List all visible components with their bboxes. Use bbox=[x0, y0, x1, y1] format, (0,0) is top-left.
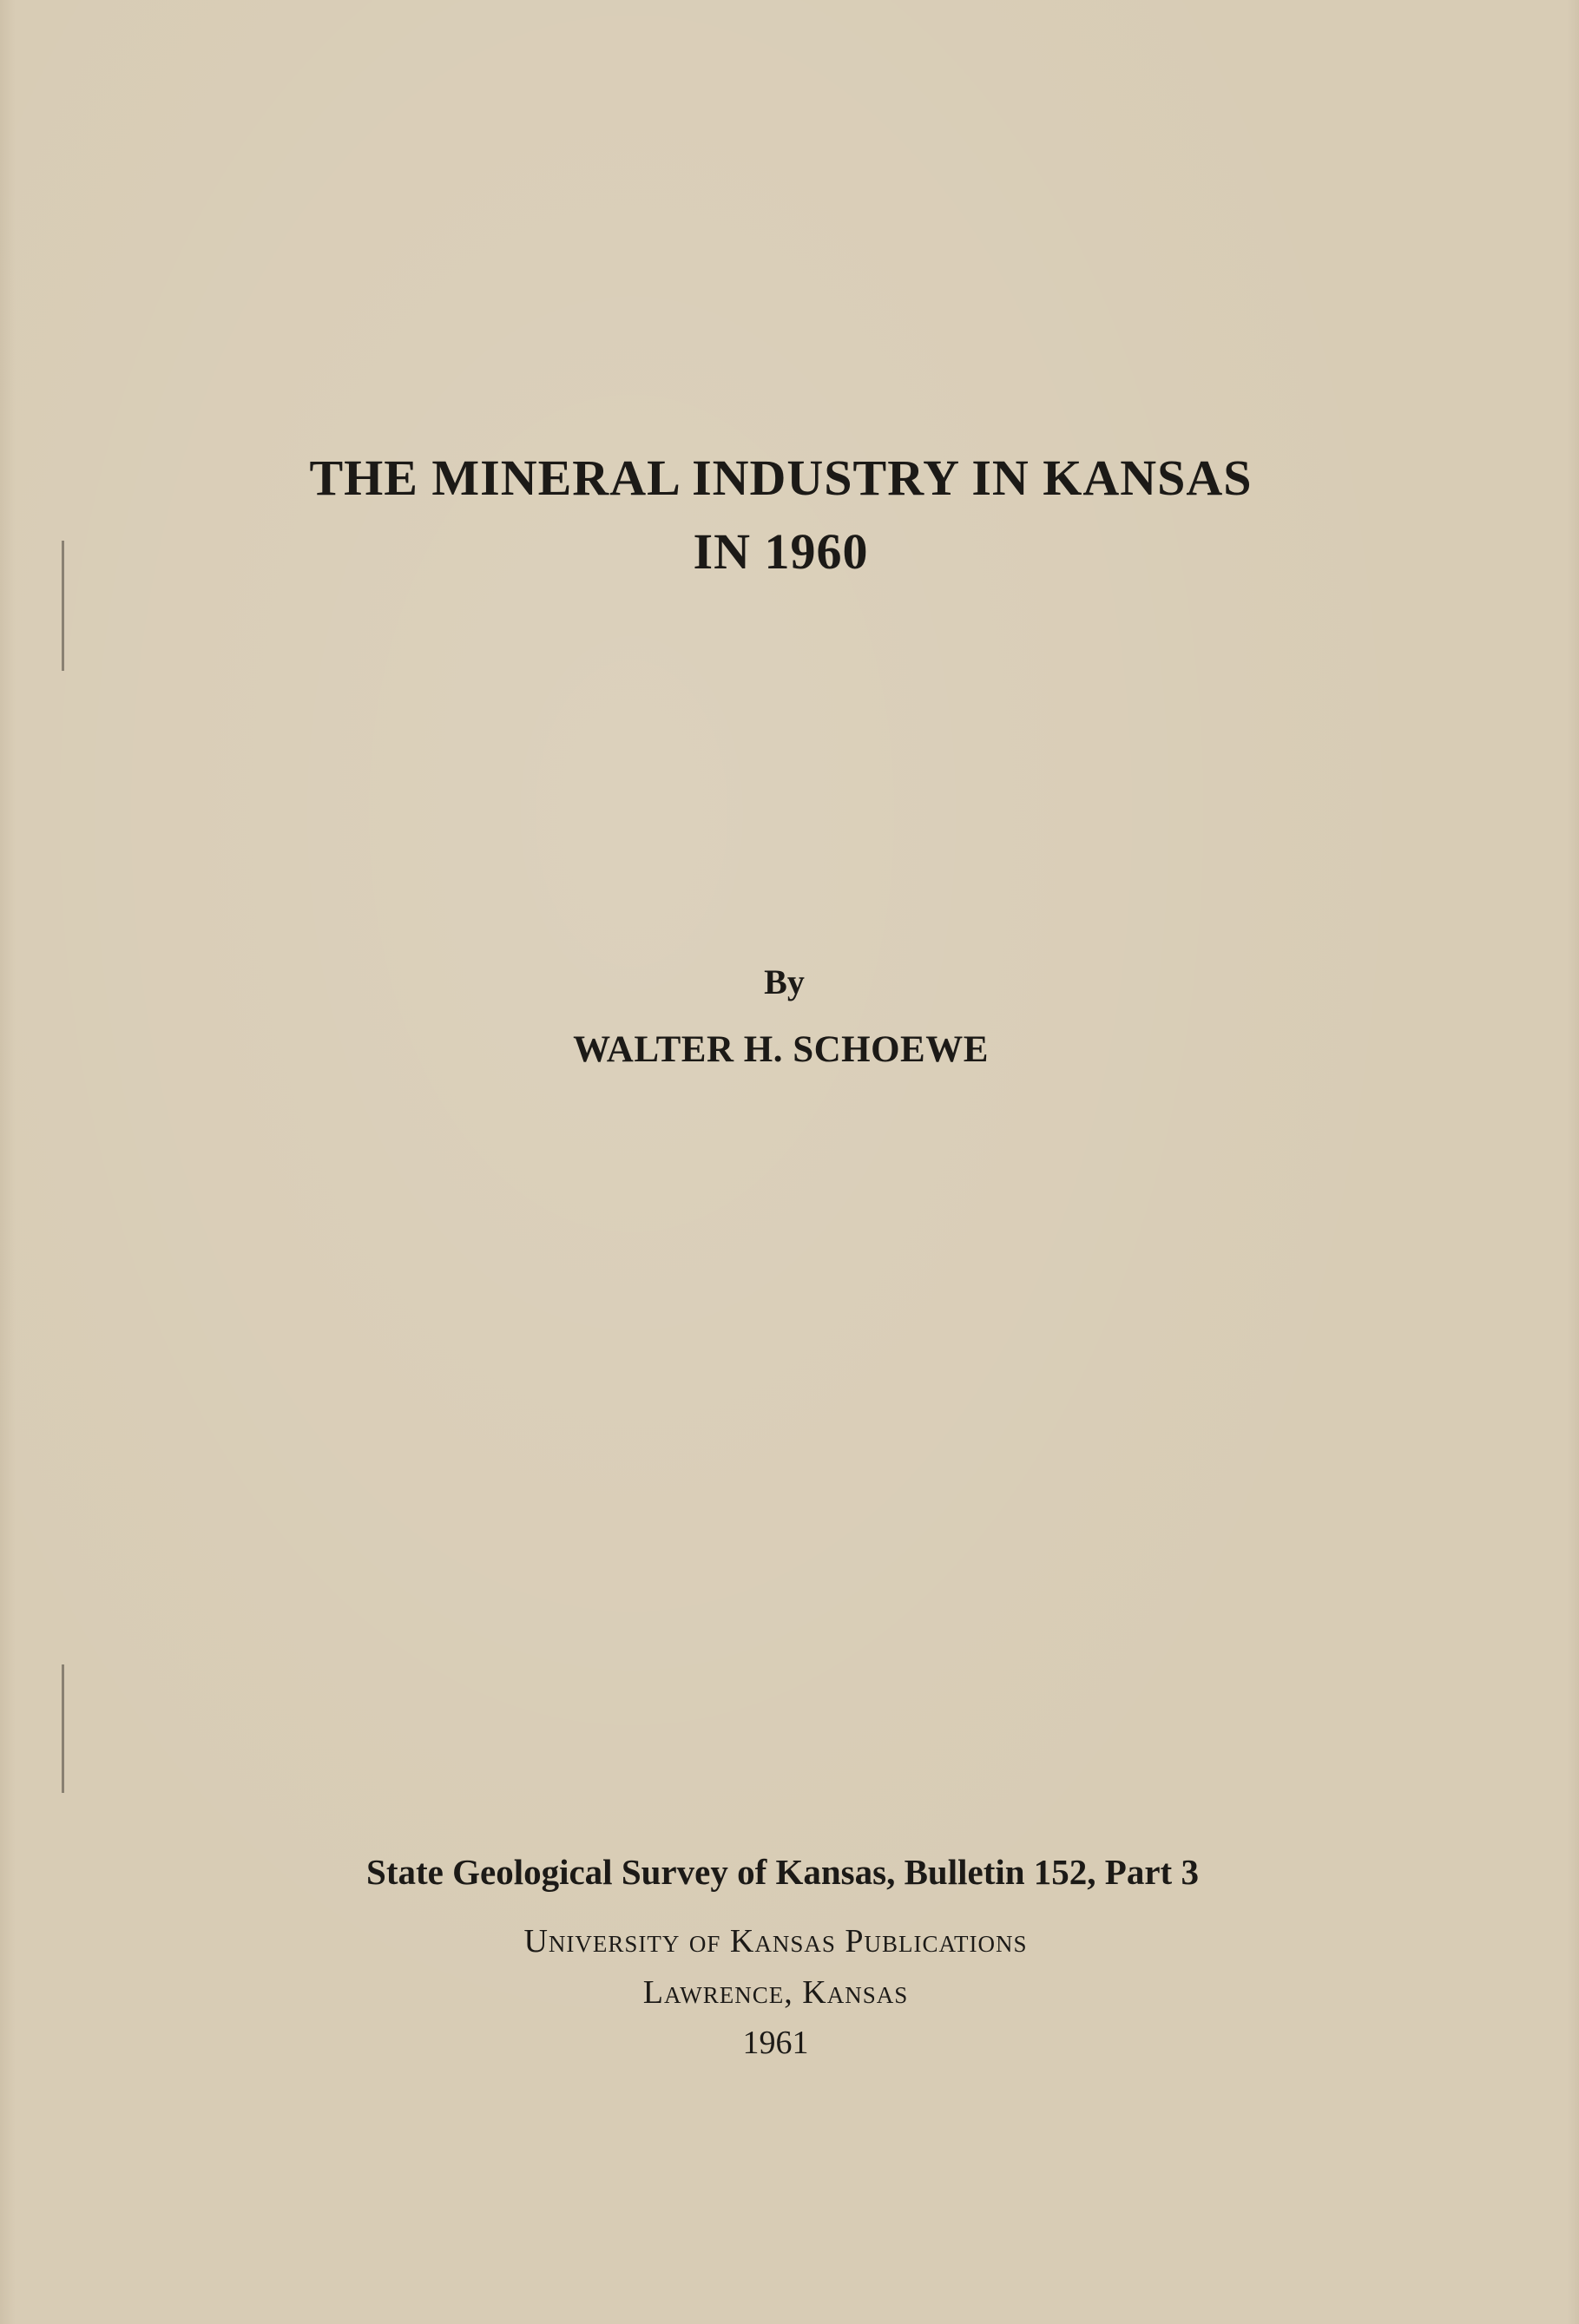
title-line-1: THE MINERAL INDUSTRY IN KANSAS bbox=[309, 450, 1253, 506]
publication-year: 1961 bbox=[742, 2025, 809, 2061]
title-line-2: IN 1960 bbox=[693, 523, 869, 580]
publisher-name: University of Kansas Publications bbox=[523, 1923, 1028, 1960]
byline-prefix: By bbox=[764, 962, 805, 1001]
staple-mark-bottom bbox=[62, 1664, 64, 1793]
publication-place: Lawrence, Kansas bbox=[642, 1974, 909, 2011]
author-name: WALTER H. SCHOEWE bbox=[573, 1029, 989, 1070]
series-statement: State Geological Survey of Kansas, Bulletin 152, Part 3 bbox=[366, 1852, 1199, 1892]
